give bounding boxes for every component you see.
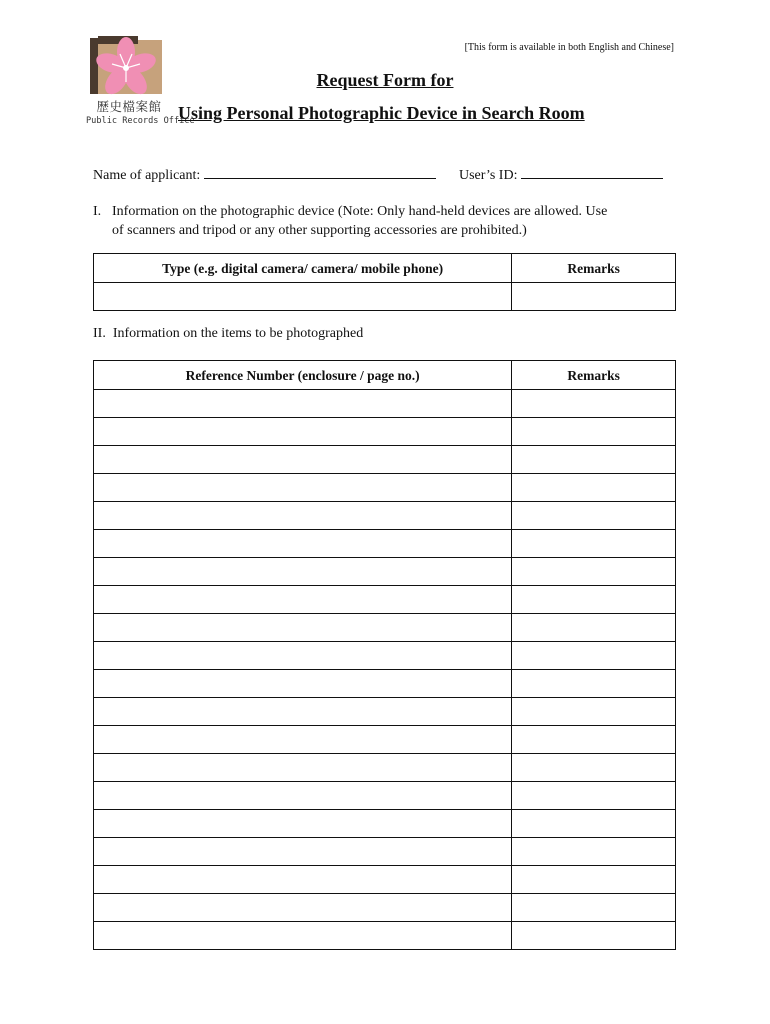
items-table-row (94, 726, 676, 754)
items-table-cell-main[interactable] (94, 670, 512, 698)
items-table-row (94, 698, 676, 726)
items-table-cell-remarks[interactable] (512, 530, 676, 558)
items-table-cell-main[interactable] (94, 754, 512, 782)
items-table-row (94, 614, 676, 642)
applicant-name-field (93, 166, 436, 184)
items-table-cell-remarks[interactable] (512, 670, 676, 698)
items-table (93, 360, 676, 950)
items-table-cell-remarks[interactable] (512, 502, 676, 530)
form-title-line1: Request Form for (316, 70, 454, 90)
device-table-cell-main[interactable] (94, 283, 512, 311)
user-id-blank[interactable] (521, 166, 663, 179)
language-availability-note: [This form is available in both English and Chinese] (464, 42, 674, 53)
items-table-cell-remarks[interactable] (512, 390, 676, 418)
items-table-cell-main[interactable] (94, 894, 512, 922)
items-table-cell-remarks[interactable] (512, 614, 676, 642)
items-table-cell-main[interactable] (94, 586, 512, 614)
items-table-cell-main[interactable] (94, 726, 512, 754)
items-table-row (94, 530, 676, 558)
section1-text-line2: of scanners and tripod or any other supporting accessories are prohibited.) (112, 223, 527, 238)
applicant-name-blank[interactable] (204, 166, 436, 179)
items-table-row (94, 586, 676, 614)
section2-number: II. (93, 326, 106, 341)
items-table-row (94, 894, 676, 922)
items-table-cell-remarks[interactable] (512, 642, 676, 670)
items-table-cell-main[interactable] (94, 922, 512, 950)
items-table-row (94, 866, 676, 894)
section1-heading (93, 202, 677, 240)
items-table-row (94, 810, 676, 838)
items-table-cell-main[interactable] (94, 810, 512, 838)
section1-text-line1: Information on the photographic device (Note: Only hand-held devices are allowed. Use (112, 204, 608, 219)
items-table-header (94, 361, 676, 390)
items-table-row (94, 474, 676, 502)
items-table-cell-remarks[interactable] (512, 446, 676, 474)
form-title-line2: Using Personal Photographic Device in Search Room (178, 103, 585, 123)
applicant-name-label: Name of applicant: (93, 168, 201, 183)
items-table-row (94, 922, 676, 950)
items-table-row (94, 838, 676, 866)
items-table-cell-remarks[interactable] (512, 698, 676, 726)
items-table-cell-main[interactable] (94, 474, 512, 502)
device-type-header: Type (e.g. digital camera/ camera/ mobile phone) (94, 254, 512, 283)
items-table-cell-remarks[interactable] (512, 586, 676, 614)
items-table-cell-main[interactable] (94, 614, 512, 642)
items-table-cell-main[interactable] (94, 838, 512, 866)
items-table-cell-remarks[interactable] (512, 922, 676, 950)
items-table-row (94, 670, 676, 698)
items-table-cell-remarks[interactable] (512, 558, 676, 586)
items-table-cell-remarks[interactable] (512, 754, 676, 782)
items-table-cell-remarks[interactable] (512, 838, 676, 866)
items-table-cell-remarks[interactable] (512, 866, 676, 894)
device-remarks-header: Remarks (512, 254, 676, 283)
items-table-cell-main[interactable] (94, 866, 512, 894)
device-table-row (94, 283, 676, 311)
reference-number-header: Reference Number (enclosure / page no.) (94, 361, 512, 390)
section2-heading (93, 326, 363, 342)
items-table-cell-main[interactable] (94, 698, 512, 726)
items-table-row (94, 642, 676, 670)
items-table-cell-main[interactable] (94, 782, 512, 810)
user-id-label: User’s ID: (459, 168, 518, 183)
section1-number: I. (93, 204, 102, 219)
items-table-cell-remarks[interactable] (512, 782, 676, 810)
items-table-row (94, 446, 676, 474)
device-table-cell-remarks[interactable] (512, 283, 676, 311)
items-table-row (94, 558, 676, 586)
items-table-cell-main[interactable] (94, 418, 512, 446)
device-table (93, 253, 676, 311)
items-table-cell-main[interactable] (94, 642, 512, 670)
items-table-row (94, 754, 676, 782)
items-remarks-header: Remarks (512, 361, 676, 390)
items-table-cell-main[interactable] (94, 558, 512, 586)
logo-chinese-text: 歷史檔案館 (96, 99, 162, 114)
items-table-cell-main[interactable] (94, 390, 512, 418)
section2-text: Information on the items to be photographed (112, 326, 364, 341)
items-table-cell-remarks[interactable] (512, 810, 676, 838)
items-table-cell-remarks[interactable] (512, 418, 676, 446)
items-table-row (94, 502, 676, 530)
items-table-cell-remarks[interactable] (512, 894, 676, 922)
items-table-row (94, 418, 676, 446)
user-id-field (459, 166, 663, 184)
items-table-cell-main[interactable] (94, 530, 512, 558)
logo-english-text: Public Records Office (86, 116, 195, 126)
items-table-row (94, 390, 676, 418)
items-table-row (94, 782, 676, 810)
items-table-cell-remarks[interactable] (512, 726, 676, 754)
items-table-cell-main[interactable] (94, 446, 512, 474)
items-table-cell-main[interactable] (94, 502, 512, 530)
items-table-cell-remarks[interactable] (512, 474, 676, 502)
device-table-header (94, 254, 676, 283)
